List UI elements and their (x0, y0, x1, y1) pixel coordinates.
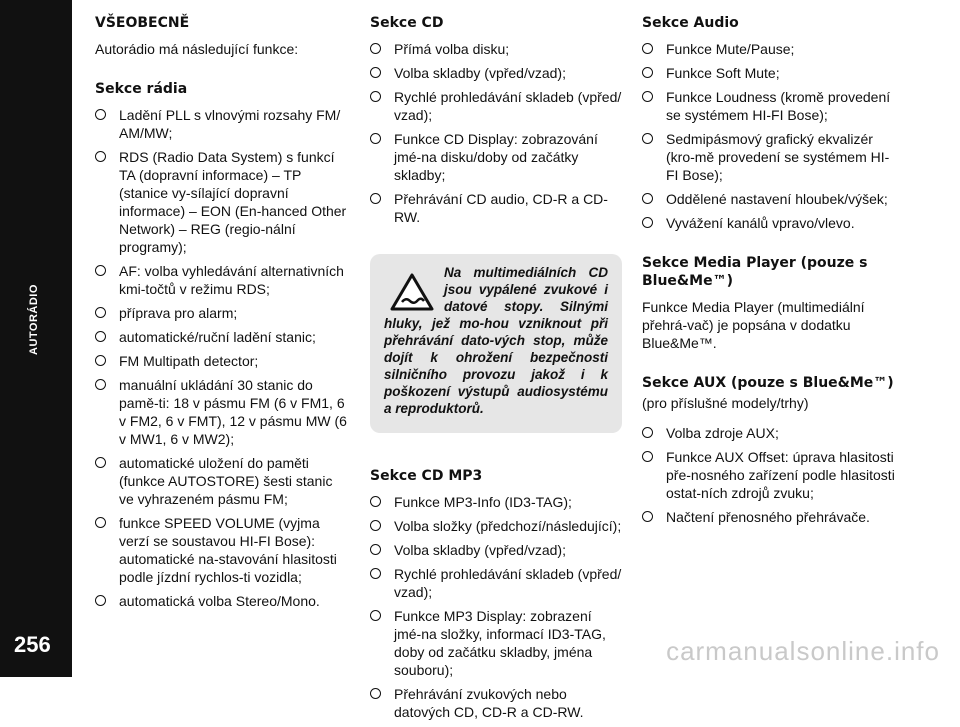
list-item (370, 40, 622, 58)
bullet-circle-icon (642, 511, 653, 522)
list-item (95, 106, 348, 142)
aux-list (642, 424, 898, 526)
bullet-circle-icon (642, 451, 653, 462)
list-item-text: Přehrávání CD audio, CD-R a CD-RW. (394, 191, 608, 225)
list-item (95, 262, 348, 298)
column-1 (95, 14, 348, 616)
column-3 (642, 14, 898, 532)
bullet-circle-icon (370, 67, 381, 78)
list-item-text: automatické uložení do paměti (funkce AUTOSTORE) šesti stanic ve vyhrazeném pásmu FM; (119, 455, 333, 507)
list-item-text: Rychlé prohledávání skladeb (vpřed/ vzad); (394, 566, 622, 600)
list-item-text: Volba skladby (vpřed/vzad); (394, 65, 566, 81)
list-item-text: manuální ukládání 30 stanic do pamě-ti: 18 v pásmu FM (6 v FM1, 6 v FM2, 6 v FMT), 12 v pásmu MW (6 v MW1, 6 v MW2); (119, 377, 347, 447)
list-item-text: Funkce Mute/Pause; (666, 41, 795, 57)
list-item (95, 328, 348, 346)
cd-heading: Sekce CD (370, 15, 444, 31)
list-item (370, 541, 622, 559)
intro-text: Autorádio má následující funkce: (95, 41, 299, 57)
list-item-text: Rychlé prohledávání skladeb (vpřed/ vzad); (394, 89, 622, 123)
list-item (642, 214, 898, 232)
list-item (95, 352, 348, 370)
bullet-circle-icon (370, 43, 381, 54)
list-item-text: Funkce Loudness (kromě provedení se systémem HI-FI Bose); (666, 89, 891, 123)
list-item-text: funkce SPEED VOLUME (vyjma verzí se soustavou HI-FI Bose): automatické na-stavování hlasitosti podle jízdní rychlos-ti vozidla; (119, 515, 337, 585)
media-text: Funkce Media Player (multimediální přehrá-vač) je popsána v dodatku Blue&Me™. (642, 299, 865, 351)
bullet-circle-icon (95, 355, 106, 366)
warning-box (370, 254, 622, 433)
aux-heading: Sekce AUX (pouze s Blue&Me™) (642, 375, 894, 391)
bullet-circle-icon (370, 688, 381, 699)
bullet-circle-icon (642, 427, 653, 438)
list-item (370, 64, 622, 82)
list-item (95, 514, 348, 586)
list-item-text: Funkce CD Display: zobrazování jmé-na disku/doby od začátky skladby; (394, 131, 598, 183)
list-item (642, 508, 898, 526)
list-item (370, 517, 622, 535)
list-item-text: Oddělené nastavení hloubek/výšek; (666, 191, 888, 207)
list-item (370, 607, 622, 679)
list-item-text: Volba zdroje AUX; (666, 425, 779, 441)
media-heading: Sekce Media Player (pouze s Blue&Me™) (642, 255, 868, 289)
cd-list (370, 40, 622, 226)
bullet-circle-icon (370, 568, 381, 579)
bullet-circle-icon (95, 595, 106, 606)
bullet-circle-icon (95, 331, 106, 342)
list-item (95, 304, 348, 322)
section-title: VŠEOBECNĚ (95, 15, 190, 31)
list-item (95, 454, 348, 508)
list-item-text: Sedmipásmový grafický ekvalizér (kro-mě provedení se systémem HI-FI Bose); (666, 131, 890, 183)
bullet-circle-icon (370, 133, 381, 144)
bullet-circle-icon (642, 133, 653, 144)
list-item (642, 190, 898, 208)
list-item (370, 565, 622, 601)
list-item-text: příprava pro alarm; (119, 305, 238, 321)
watermark: carmanualsonline.info (666, 636, 940, 666)
list-item-text: Funkce AUX Offset: úprava hlasitosti pře-nosného zařízení podle hlasitosti ostat-ních zdrojů zvuku; (666, 449, 895, 501)
bullet-circle-icon (95, 517, 106, 528)
list-item-text: Volba složky (předchozí/následující); (394, 518, 622, 534)
list-item (370, 88, 622, 124)
list-item-text: automatické/ruční ladění stanic; (119, 329, 316, 345)
audio-list (642, 40, 898, 232)
list-item (642, 64, 898, 82)
bullet-circle-icon (95, 379, 106, 390)
list-item (370, 685, 622, 721)
list-item (370, 130, 622, 184)
bullet-circle-icon (642, 193, 653, 204)
page-number: 256 (14, 632, 51, 657)
section-label: AUTORÁDIO (28, 284, 40, 356)
list-item-text: Přímá volba disku; (394, 41, 510, 57)
bullet-circle-icon (642, 43, 653, 54)
warning-triangle-icon (390, 272, 434, 312)
list-item (95, 376, 348, 448)
mp3-list (370, 493, 622, 721)
list-item-text: Vyvážení kanálů vpravo/vlevo. (666, 215, 855, 231)
bullet-circle-icon (370, 610, 381, 621)
list-item-text: Přehrávání zvukových nebo datových CD, CD-R a CD-RW. (394, 686, 584, 720)
aux-note: (pro příslušné modely/trhy) (642, 395, 809, 411)
list-item-text: Ladění PLL s vlnovými rozsahy FM/ AM/MW; (119, 107, 341, 141)
mp3-heading: Sekce CD MP3 (370, 468, 483, 484)
bullet-circle-icon (370, 544, 381, 555)
bullet-circle-icon (95, 457, 106, 468)
list-item-text: AF: volba vyhledávání alternativních kmi-točtů v režimu RDS; (119, 263, 344, 297)
column-2 (370, 14, 622, 727)
list-item (370, 190, 622, 226)
audio-heading: Sekce Audio (642, 15, 739, 31)
bullet-circle-icon (95, 265, 106, 276)
radio-heading: Sekce rádia (95, 81, 188, 97)
bullet-circle-icon (95, 109, 106, 120)
bullet-circle-icon (95, 307, 106, 318)
list-item (642, 88, 898, 124)
list-item (95, 592, 348, 610)
list-item (642, 448, 898, 502)
sidebar (0, 0, 72, 677)
list-item (642, 130, 898, 184)
bullet-circle-icon (642, 91, 653, 102)
list-item (642, 40, 898, 58)
list-item (95, 148, 348, 256)
bullet-circle-icon (370, 496, 381, 507)
list-item-text: Funkce Soft Mute; (666, 65, 780, 81)
bullet-circle-icon (370, 193, 381, 204)
bullet-circle-icon (370, 91, 381, 102)
list-item-text: Funkce MP3-Info (ID3-TAG); (394, 494, 572, 510)
list-item-text: Funkce MP3 Display: zobrazení jmé-na složky, informací ID3-TAG, doby od začátku skladby, jména souboru); (394, 608, 606, 678)
list-item-text: Načtení přenosného přehrávače. (666, 509, 870, 525)
list-item (370, 493, 622, 511)
warning-text: Na multimediálních CD jsou vypálené zvukové i datové stopy. Silnými hluky, jež mo-hou vzniknout při přehrávání dato-vých stop, může dojít k ohrožení bezpečnosti silničního provozu jakož i k poškození výstupů audiosystému a reproduktorů. (384, 265, 608, 416)
list-item (642, 424, 898, 442)
bullet-circle-icon (370, 520, 381, 531)
list-item-text: Volba skladby (vpřed/vzad); (394, 542, 566, 558)
list-item-text: RDS (Radio Data System) s funkcí TA (dopravní informace) – TP (stanice vy-sílající dopravní informace) – EON (En-hanced Other Network) – REG (regio-nální programy); (119, 149, 347, 255)
radio-list (95, 106, 348, 610)
list-item-text: automatická volba Stereo/Mono. (119, 593, 320, 609)
bullet-circle-icon (642, 67, 653, 78)
list-item-text: FM Multipath detector; (119, 353, 259, 369)
bullet-circle-icon (642, 217, 653, 228)
bullet-circle-icon (95, 151, 106, 162)
